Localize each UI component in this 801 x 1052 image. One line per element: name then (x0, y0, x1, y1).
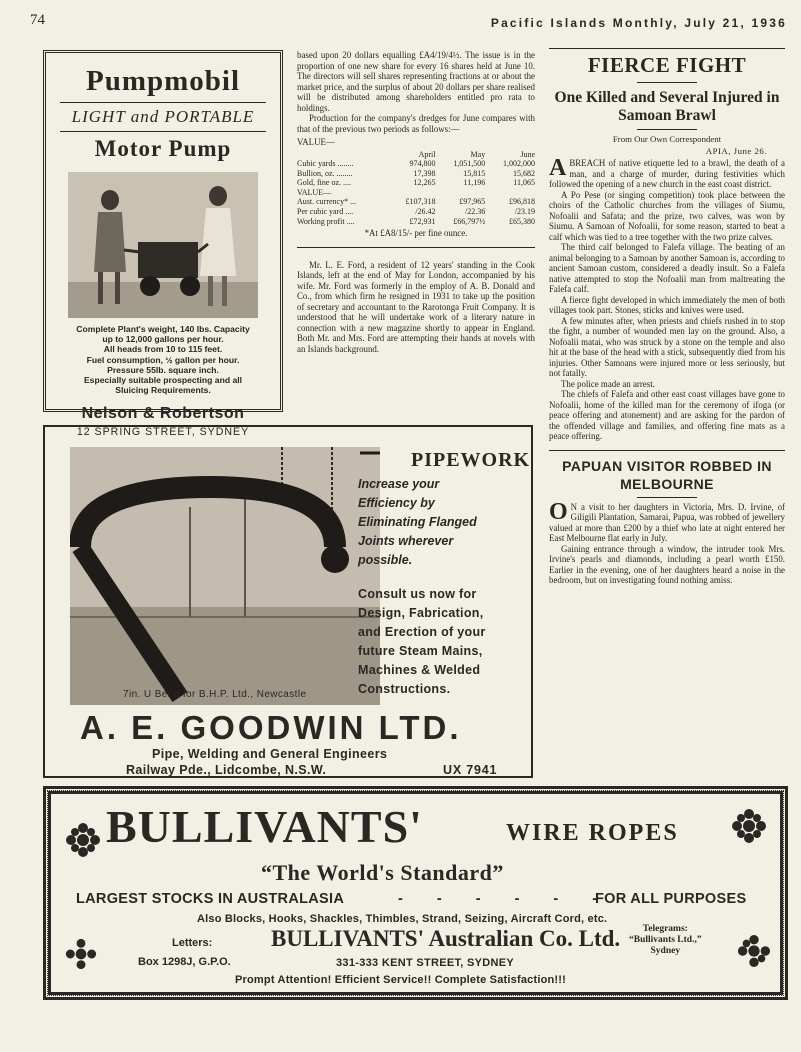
pump-ad-rule (60, 131, 266, 132)
table-row (297, 197, 535, 207)
flower-ornament-icon (65, 938, 97, 970)
drop-cap: O (549, 498, 568, 525)
goodwin-pipework-ad (43, 425, 533, 778)
goodwin-address: Railway Pde., Lidcombe, N.S.W. (126, 763, 327, 777)
pump-ad-rule (60, 102, 266, 103)
table-row (297, 188, 535, 198)
u-bend-photo (70, 447, 380, 705)
samoa-article-body (549, 155, 785, 442)
samoa-subheadline: One Killed and Several Injured in Samoan Brawl (554, 89, 780, 124)
table-cell: 15,682 (513, 168, 535, 178)
right-column (549, 44, 785, 586)
prompt-attention: Prompt Attention! Efficient Service!! Complete Satisfaction!!! (235, 974, 567, 986)
pump-ad-subtitle: LIGHT and PORTABLE (71, 107, 255, 126)
papuan-article-body (549, 498, 785, 586)
worlds-standard-slogan: “The World's Standard” (261, 860, 504, 885)
pump-spec-line: All heads from 10 to 115 feet. (103, 344, 223, 355)
dateline: APIA, June 26. (705, 146, 767, 156)
section-divider (549, 450, 785, 451)
for-all-purposes: FOR ALL PURPOSES (595, 891, 747, 907)
telegrams-line: Telegrams: (642, 924, 688, 934)
table-row (297, 169, 535, 179)
dividend-paragraph: based upon 20 dollars equalling £A4/19/4½. The issue is in the proportion of one new share for every 16 shares held at June 10. The directors will sell shares representing fractions at or about the market price, and the surplus of about 20 dollars per share realised will be distributed among shareholders entitled pro rata to holdings. (297, 50, 535, 113)
u-bend-photo-illustration (70, 447, 380, 705)
box-address: Box 1298J, G.P.O. (138, 956, 231, 968)
kent-street-address: 331-333 KENT STREET, SYDNEY (336, 957, 515, 969)
table-cell: VALUE— (297, 187, 332, 197)
bullivants-title: BULLIVANTS' (106, 801, 423, 852)
samoa-paragraph: The third calf belonged to Falefa village. The beating of an animal belonging to a Samoan by another Samoan is, according to ancient Samoan custom, considered a deadly insult. So a Falefa native attempted to stop the Nofoalii man from maltreating the Falefa calf. (549, 242, 785, 294)
samoa-paragraph: A Po Pese (or singing competition) took place between the choirs of the Catholic churches from the villages of Siumu, Nofoalii and Safata; and the prize, two calves, was won by Siumu. A Samoan of Nofoalii, for some reason, started to beat a calf which was tied to a tree together with the two prize calves. (549, 189, 785, 242)
headline-rule (637, 82, 697, 83)
table-cell: 12,265 (413, 178, 436, 188)
table-row (297, 207, 535, 217)
samoa-paragraph: A fierce fight developed in which immediately the men of both villages took part. Stones, sticks and knives were used. (549, 294, 785, 315)
dash-separator: - - - - - - (398, 891, 613, 907)
table-cell: Per cubic yard .... (297, 207, 354, 217)
bullivants-ad (43, 786, 788, 1000)
samoa-paragraph: A few minutes after, when priests and chiefs rushed in to stop the fight, a number of wounded men lay on the ground. Also, a Nofoalii matai, who was struck by a stone on the temple and also hit at the base of the head with a stick, subsequently died from his injuries. Other Samoans were injured more or less seriously, but not fatally. (549, 315, 785, 378)
samoa-paragraph: The chiefs of Falefa and other east coast villages have gone to Nofoalii, home of the killed man for the ceremony of ifoga (or peace offering and atonement) and are asking for the pardon of the offended village and families, and offering fine mats as a peace offering. (549, 389, 785, 441)
table-row (297, 217, 535, 227)
publication-header: Pacific Islands Monthly, July 21, 1936 (490, 16, 787, 30)
ford-article: Mr. L. E. Ford, a resident of 12 years' standing in the Cook Islands, left at the end of May for London, accompanied by his wife. Mr. Ford was formerly in the employ of A. B. Donald and Co., from which firm he resigned in 1931 to take up the position of secretary and accountant to the Rarotonga Fruit Company. It is understood that he will undertake work of a literary nature in connection with a new magazine shortly to appear in England. Both Mr. and Mrs. Ford are attempting their hands at novels with an Islands background. (297, 259, 535, 354)
consult-line: Machines & Welded (358, 663, 481, 677)
table-header: May (470, 149, 486, 159)
photo-caption: 7in. U Bend for B.H.P. Ltd., Newcastle (123, 689, 307, 700)
value-label: VALUE— (297, 137, 335, 147)
tagline-line: Joints wherever (358, 534, 454, 548)
pump-specs (54, 324, 272, 395)
samoa-paragraph: BREACH of native etiquette led to a brawl, the death of a man, and a charge of murder, during festivities which followed the opening of a new church in the east coast district. (549, 158, 785, 189)
table-cell: Aust. currency* ... (297, 197, 357, 207)
letters-label: Letters: (172, 937, 213, 949)
table-header-row (297, 150, 535, 160)
bullivants-company: BULLIVANTS' Australian Co. Ltd. (271, 926, 621, 951)
table-cell: 974,800 (409, 159, 436, 169)
pipework-tagline (358, 475, 477, 570)
consult-line: and Erection of your (358, 625, 486, 639)
page-number: 74 (30, 12, 45, 28)
dividend-paragraph: Production for the company's dredges for June compares with that of the previous two periods as follows:— (297, 113, 535, 134)
section-divider (297, 247, 535, 248)
table-cell: Working profit .... (297, 216, 355, 226)
consult-line: Constructions. (358, 682, 451, 696)
table-cell: £96,818 (509, 197, 535, 207)
pump-spec-line: Especially suitable prospecting and all (83, 375, 243, 386)
papuan-paragraph: Gaining entrance through a window, the intruder took Mrs. Irvine's pearls and diamonds, including a pearl worth £150. Earlier in the evening, one of her daughters heard a noise in the bedroom, but on investigating found nothing amiss. (549, 543, 785, 585)
table-row (297, 178, 535, 188)
consult-line: Consult us now for (358, 587, 477, 601)
goodwin-subtitle: Pipe, Welding and General Engineers (152, 747, 388, 761)
table-header: April (418, 149, 436, 159)
headline-rule (637, 497, 697, 498)
pump-ad-title2: Motor Pump (94, 136, 232, 161)
pumpmobil-ad (43, 50, 283, 439)
table-cell: £72,931 (409, 216, 436, 226)
pump-company: Nelson & Robertson (81, 405, 245, 423)
telegrams-block (629, 924, 702, 957)
pump-spec-line: Complete Plant's weight, 140 lbs. Capacity (76, 324, 250, 334)
largest-stocks: LARGEST STOCKS IN AUSTRALASIA (76, 891, 345, 907)
goodwin-phone: UX 7941 (443, 763, 498, 777)
headline-rule (549, 48, 785, 49)
table-cell: 17,398 (413, 168, 436, 178)
table-cell: 15,815 (463, 168, 486, 178)
flower-ornament-icon (731, 808, 767, 844)
table-cell: 1,002,000 (503, 159, 535, 169)
table-cell: 11,196 (463, 178, 486, 188)
pump-spec-line: Pressure 55lb. square inch. (107, 364, 219, 375)
table-cell: £97,965 (459, 197, 486, 207)
pump-photo-illustration (68, 172, 258, 318)
byline: From Our Own Correspondent (612, 134, 722, 144)
flower-ornament-icon (737, 934, 771, 968)
middle-column (297, 50, 535, 354)
pipework-title: PIPEWORK (411, 449, 531, 471)
table-cell: £65,380 (509, 216, 535, 226)
table-cell: /23.19 (514, 207, 535, 217)
pump-spec-line: up to 12,000 gallons per hour. (102, 334, 224, 345)
table-cell: 11,065 (513, 178, 535, 188)
production-table (297, 150, 535, 227)
telegrams-line: “Bullivants Ltd.,” (629, 935, 702, 945)
pump-spec-line: Fuel consumption, ½ gallon per hour. (86, 354, 240, 365)
tagline-line: Efficiency by (358, 496, 435, 510)
wire-ropes-title: WIRE ROPES (506, 820, 679, 846)
table-cell: £66,797½ (453, 216, 486, 226)
pump-photo (68, 172, 258, 318)
consult-line: future Steam Mains, (358, 644, 483, 658)
telegrams-line: Sydney (650, 946, 681, 956)
samoa-paragraph: The police made an arrest. (561, 378, 655, 389)
fierce-fight-headline: FIERCE FIGHT (587, 53, 747, 77)
tagline-line: Eliminating Flanged (358, 515, 477, 529)
table-cell: /26.42 (415, 207, 436, 217)
tagline-line: Increase your (358, 477, 440, 491)
table-header: June (520, 149, 535, 159)
table-cell: Bullion, oz. ........ (297, 168, 353, 178)
pump-spec-line: Sluicing Requirements. (115, 385, 211, 396)
tagline-line: possible. (358, 553, 413, 567)
goodwin-company-name: A. E. GOODWIN LTD. (80, 709, 462, 746)
headline-rule (637, 129, 697, 130)
table-cell: £107,318 (405, 197, 436, 207)
table-cell: Cubic yards ........ (297, 159, 354, 169)
papuan-headline: PAPUAN VISITOR ROBBED IN MELBOURNE (562, 457, 772, 492)
table-cell: /22.36 (464, 207, 486, 217)
table-cell: 1,051,500 (453, 159, 486, 169)
papuan-paragraph: N a visit to her daughters in Victoria, Mrs. D. Irvine, of Giligili Plantation, Samarai, Papua, was robbed of jewellery valued at more than £200 by a thief who late at night entered her East Melbourne flat early in July. (549, 501, 785, 543)
table-footnote: *At £A8/15/- per fine ounce. (364, 228, 468, 239)
drop-cap: A (549, 155, 567, 181)
pipework-consult (358, 585, 512, 699)
table-cell: Gold, fine oz. .... (297, 178, 351, 188)
pump-address: 12 SPRING STREET, SYDNEY (76, 426, 250, 439)
consult-line: Design, Fabrication, (358, 606, 484, 620)
also-items: Also Blocks, Hooks, Shackles, Thimbles, Strand, Seizing, Aircraft Cord, etc. (197, 913, 608, 925)
flower-ornament-icon (65, 822, 101, 858)
table-row (297, 159, 535, 169)
pump-ad-title: Pumpmobil (85, 65, 241, 97)
